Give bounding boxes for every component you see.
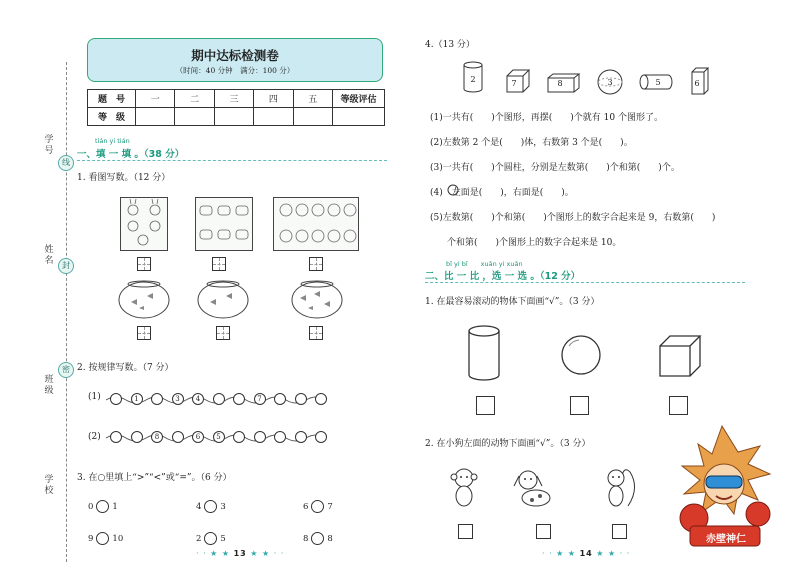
page-number-right: 14 [579, 549, 593, 558]
sequence-number[interactable] [213, 393, 225, 405]
compare-left: 0 [88, 501, 94, 512]
q5-text: 1. 在最容易滚动的物体下面画“√”。（3 分） [425, 297, 600, 307]
mascot-label: 赤壁神仁 [706, 534, 746, 545]
answer-box[interactable] [137, 257, 151, 271]
score-header-cell: 三 [214, 90, 253, 108]
sequence-number[interactable] [295, 431, 307, 443]
compare-circle[interactable] [204, 500, 217, 513]
fishbowl-icon [290, 278, 344, 322]
binding-label-class: 班级 [44, 375, 54, 396]
compare-right: 5 [220, 533, 226, 544]
tick-box[interactable] [669, 396, 688, 415]
score-cell[interactable] [214, 108, 253, 126]
score-cell[interactable] [136, 108, 175, 126]
section2-pinyin: bǐ yi bǐ xuǎn yi xuǎn [446, 260, 523, 268]
score-table-header [88, 90, 385, 108]
score-cell[interactable] [293, 108, 332, 126]
compare-right: 8 [327, 533, 333, 544]
compare-circle[interactable] [96, 532, 109, 545]
tick-box[interactable] [536, 524, 551, 539]
shape-label: 5 [655, 77, 661, 87]
tick-box[interactable] [612, 524, 627, 539]
shape-label: 6 [694, 78, 700, 88]
q4-line: (5)左数第( )个和第( )个图形上的数字合起来是 9，右数第( ) [430, 213, 716, 223]
q2-row2-label: (2) [88, 432, 101, 442]
compare-item [196, 532, 226, 545]
rabbit-icon [121, 198, 169, 252]
compare-left: 6 [303, 501, 309, 512]
q4-line: (2)左数第 2 个是( )体，右数第 3 个是( )。 [430, 138, 633, 148]
sequence-number[interactable] [110, 431, 122, 443]
answer-box[interactable] [137, 326, 151, 340]
tick-box[interactable] [458, 524, 473, 539]
sequence-number[interactable] [254, 431, 266, 443]
binding-dashed-line [66, 62, 67, 562]
sequence-number: 4 [192, 393, 204, 405]
shape-label: 3 [607, 77, 613, 87]
score-header-cell: 等级评估 [333, 90, 385, 108]
compare-left: 2 [196, 533, 202, 544]
cylinder-large-icon [466, 324, 502, 384]
exam-subtitle: （时间：40 分钟 满分：100 分） [175, 66, 295, 75]
sequence-number[interactable] [172, 431, 184, 443]
score-header-cell: 二 [175, 90, 214, 108]
score-table [87, 89, 385, 126]
score-row-label: 等 级 [88, 108, 136, 126]
sequence-number[interactable] [295, 393, 307, 405]
compare-item [196, 500, 226, 513]
sequence-number[interactable] [233, 431, 245, 443]
exam-title-box [87, 38, 383, 82]
compare-right: 3 [220, 501, 226, 512]
sequence-number: 8 [151, 431, 163, 443]
binding-tab-secret: 密 [58, 362, 74, 378]
score-cell[interactable] [254, 108, 293, 126]
q3-text: 3. 在○里填上“>”“<”或“=”。（6 分） [77, 473, 232, 483]
compare-left: 9 [88, 533, 94, 544]
score-header-cell: 题 号 [88, 90, 136, 108]
sequence-number[interactable] [274, 431, 286, 443]
cube-large-icon [658, 334, 702, 378]
compare-right: 10 [112, 533, 124, 544]
sphere-small-icon [447, 184, 461, 196]
fishbowl-icon [196, 278, 250, 322]
tick-box[interactable] [570, 396, 589, 415]
compare-right: 7 [327, 501, 333, 512]
score-table-row [88, 108, 385, 126]
answer-box[interactable] [212, 257, 226, 271]
answer-box[interactable] [309, 257, 323, 271]
rabbit-picture [120, 197, 168, 251]
answer-box[interactable] [216, 326, 230, 340]
q1-text: 1. 看图写数。（12 分） [77, 173, 171, 183]
binding-label-school: 学校 [44, 475, 54, 496]
compare-item [88, 500, 118, 513]
q4-line: (3)一共有( )个圆柱，分别是左数第( )个和第( )个。 [430, 163, 680, 173]
binding-tab-line: 线 [58, 155, 74, 171]
dog-icon [512, 468, 556, 512]
sequence-number: 1 [131, 393, 143, 405]
q4-text: 4.（13 分） [425, 40, 475, 50]
sequence-number[interactable] [315, 393, 327, 405]
compare-item [303, 500, 333, 513]
compare-left: 4 [196, 501, 202, 512]
sequence-number: 6 [192, 431, 204, 443]
sequence-number: 3 [172, 393, 184, 405]
sequence-number[interactable] [131, 431, 143, 443]
q4-line: 个和第( )个图形上的数字合起来是 10。 [447, 238, 622, 248]
sphere-large-icon [560, 334, 602, 376]
section2-title: 二、比 一 比 ，选 一 选 。（12 分） [425, 271, 581, 282]
section1-title: 一、填 一 填 。（38 分） [77, 149, 185, 160]
sequence-number[interactable] [233, 393, 245, 405]
score-cell[interactable] [175, 108, 214, 126]
compare-circle[interactable] [311, 532, 324, 545]
cat-icon [274, 198, 360, 252]
answer-box[interactable] [309, 326, 323, 340]
compare-circle[interactable] [204, 532, 217, 545]
q4-line: (1)一共有( )个图形，再摆( )个就有 10 个图形了。 [430, 113, 663, 123]
sequence-number: 5 [213, 431, 225, 443]
compare-right: 1 [112, 501, 118, 512]
shape-label: 8 [557, 78, 563, 88]
sequence-number: 7 [254, 393, 266, 405]
sequence-number[interactable] [274, 393, 286, 405]
shape-label: 7 [511, 78, 517, 88]
page-footer-right: · · ★ ★ 14 ★ ★ · · [542, 549, 631, 558]
compare-circle[interactable] [311, 500, 324, 513]
sequence-number[interactable] [110, 393, 122, 405]
binding-label-student-no: 学号 [44, 135, 54, 156]
page-footer-left: · · ★ ★ 13 ★ ★ · · [196, 549, 285, 558]
compare-circle[interactable] [96, 500, 109, 513]
binding-tab-seal: 封 [58, 258, 74, 274]
q4-line: (4) 左面是( )，右面是( )。 [430, 188, 574, 198]
sequence-number[interactable] [315, 431, 327, 443]
q2-text: 2. 按规律写数。（7 分） [77, 363, 174, 373]
section1-pinyin: tián yi tián [95, 137, 130, 145]
shape-label: 2 [470, 74, 476, 84]
page-number-left: 13 [233, 549, 247, 558]
tick-box[interactable] [476, 396, 495, 415]
monkey-icon [447, 466, 481, 512]
section2-divider [425, 282, 745, 283]
horse-icon [196, 198, 254, 252]
exam-title: 期中达标检测卷 [191, 48, 279, 63]
section1-divider [77, 160, 387, 161]
horse-picture [195, 197, 253, 251]
squirrel-icon [602, 464, 638, 512]
q2-row1-label: (1) [88, 392, 101, 402]
fishbowl-icon [117, 278, 171, 322]
sequence-number[interactable] [151, 393, 163, 405]
cat-picture [273, 197, 359, 251]
q6-text: 2. 在小狗左面的动物下面画“√”。（3 分） [425, 439, 591, 449]
score-header-cell: 五 [293, 90, 332, 108]
score-header-cell: 四 [254, 90, 293, 108]
compare-item [303, 532, 333, 545]
score-cell[interactable] [333, 108, 385, 126]
compare-left: 8 [303, 533, 309, 544]
score-header-cell: 一 [136, 90, 175, 108]
compare-item [88, 532, 123, 545]
binding-label-name: 姓名 [44, 245, 54, 266]
